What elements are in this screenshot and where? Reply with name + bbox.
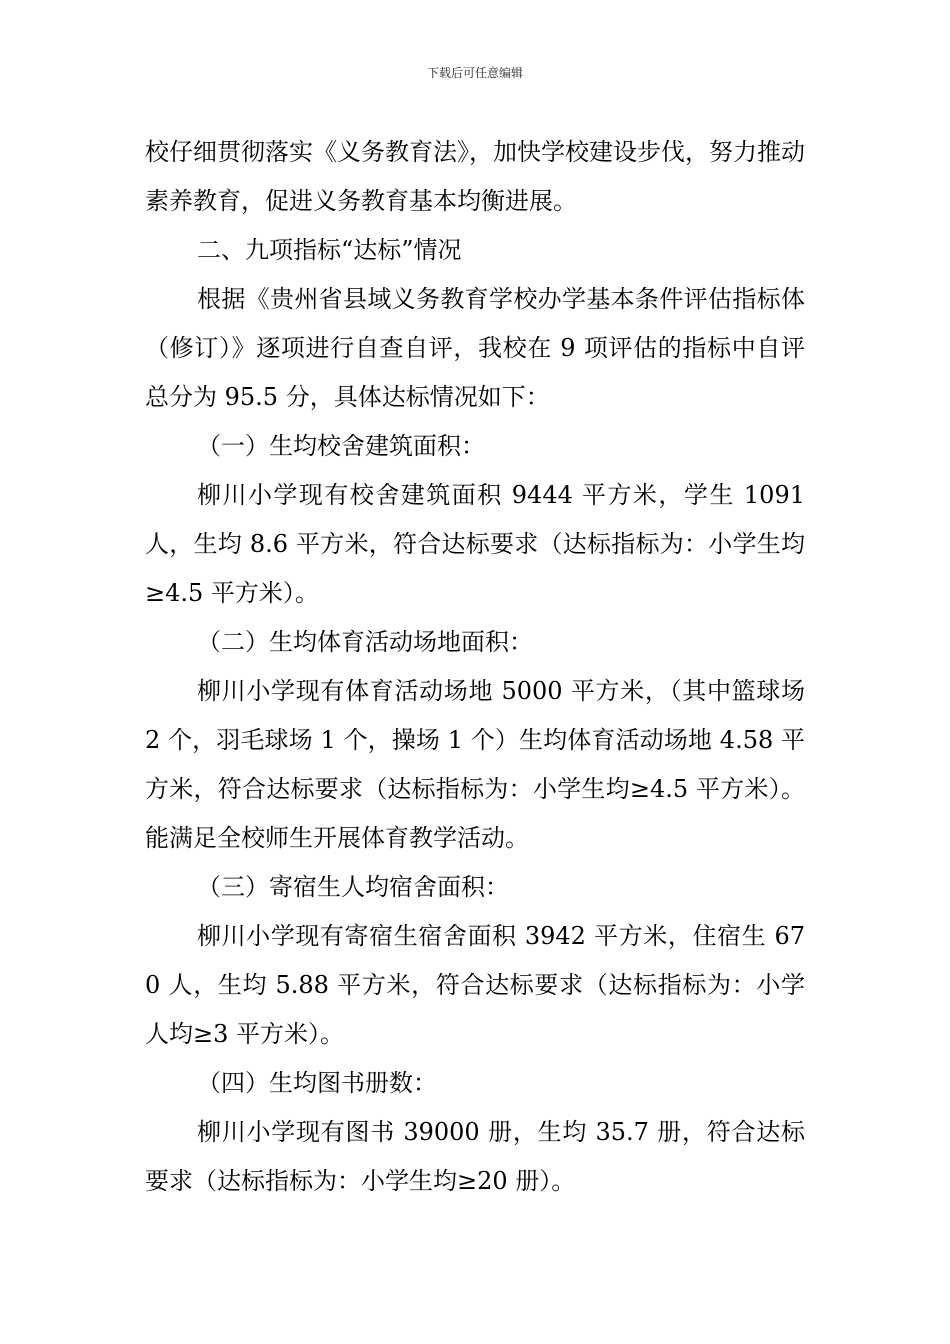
document-body <box>145 128 805 1206</box>
paragraph-continuation: 校仔细贯彻落实《义务教育法》，加快学校建设步伐，努力推动素养教育，促进义务教育基本均衡进展。 <box>145 138 805 215</box>
subheading-books: （四）生均图书册数： <box>197 1069 437 1097</box>
page-header: 下载后可任意编辑 <box>426 66 523 80</box>
section-heading-nine-indicators: 二、九项指标“达标”情况 <box>197 236 462 264</box>
paragraph-sports-area: 柳川小学现有体育活动场地 5000 平方米，（其中篮球场 2 个，羽毛球场 1 个，操场 1 个）生均体育活动场地 4.58 平方米，符合达标要求（达标指标为：小学生均≥4.5 平方米）。能满足全校师生开展体育教学活动。 <box>145 677 805 852</box>
paragraph-evaluation-basis: 根据《贵州省县域义务教育学校办学基本条件评估指标体（修订）》逐项进行自查自评，我校在 9 项评估的指标中自评总分为 95.5 分，具体达标情况如下： <box>145 285 805 411</box>
paragraph-books: 柳川小学现有图书 39000 册，生均 35.7 册，符合达标要求（达标指标为：小学生均≥20 册）。 <box>145 1118 805 1195</box>
subheading-sports-area: （二）生均体育活动场地面积： <box>197 628 533 656</box>
paragraph-building-area: 柳川小学现有校舍建筑面积 9444 平方米，学生 1091 人，生均 8.6 平方米，符合达标要求（达标指标为：小学生均≥4.5 平方米）。 <box>145 481 805 607</box>
subheading-dormitory-area: （三）寄宿生人均宿舍面积： <box>197 873 509 901</box>
subheading-building-area: （一）生均校舍建筑面积： <box>197 432 485 460</box>
paragraph-dormitory-area: 柳川小学现有寄宿生宿舍面积 3942 平方米，住宿生 670 人，生均 5.88 平方米，符合达标要求（达标指标为：小学人均≥3 平方米）。 <box>145 922 805 1048</box>
